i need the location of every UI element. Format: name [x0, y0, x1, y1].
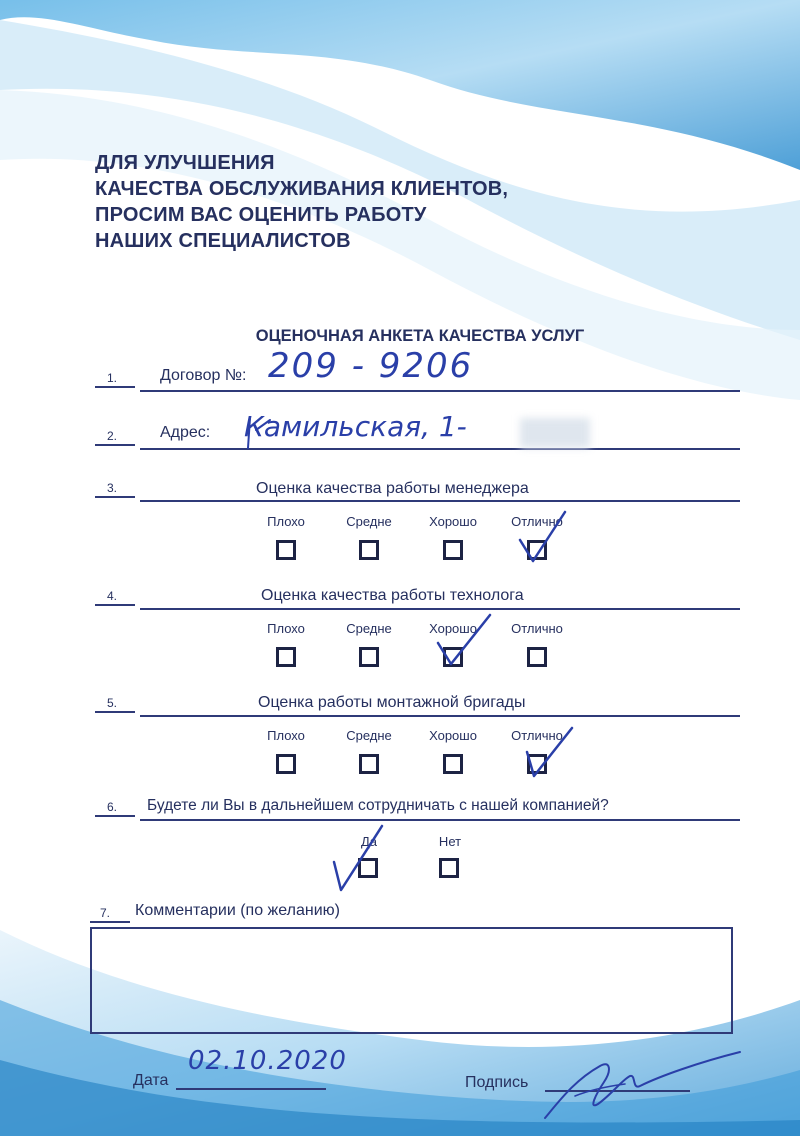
section-line: [140, 608, 740, 610]
installation-excellent-checkbox[interactable]: [527, 754, 547, 774]
cooperation-no-checkbox[interactable]: [439, 858, 459, 878]
contract-line[interactable]: [140, 390, 740, 392]
installation-poor-checkbox[interactable]: [276, 754, 296, 774]
date-line[interactable]: [176, 1088, 326, 1090]
cooperation-yes-checkbox[interactable]: [358, 858, 378, 878]
technologist-excellent-checkbox[interactable]: [527, 647, 547, 667]
manager-poor-checkbox[interactable]: [276, 540, 296, 560]
number-underline: [95, 496, 135, 498]
number-underline: [95, 604, 135, 606]
item-number: 2.: [107, 429, 118, 443]
installation-rating-label: Оценка работы монтажной бригады: [258, 694, 526, 711]
page-header: [95, 150, 508, 254]
address-label: Адрес:: [160, 424, 211, 441]
installation-good-checkbox[interactable]: [443, 754, 463, 774]
item-number: 7.: [100, 906, 111, 920]
redacted-area: [520, 418, 590, 448]
contract-label: Договор №:: [160, 367, 247, 384]
comments-label: Комментарии (по желанию): [135, 902, 340, 919]
technologist-average-checkbox[interactable]: [359, 647, 379, 667]
item-number: 3.: [107, 481, 118, 495]
header-line: ДЛЯ УЛУЧШЕНИЯ: [95, 152, 275, 174]
signature-line[interactable]: [545, 1090, 690, 1092]
item-number: 5.: [107, 696, 118, 710]
option-label: Средне: [346, 621, 392, 636]
item-number: 4.: [107, 589, 118, 603]
manager-rating-label: Оценка качества работы менеджера: [256, 480, 529, 497]
form-title: ОЦЕНОЧНАЯ АНКЕТА КАЧЕСТВА УСЛУГ: [255, 327, 585, 345]
header-line: НАШИХ СПЕЦИАЛИСТОВ: [95, 230, 351, 252]
item-number: 6.: [107, 800, 118, 814]
technologist-rating-label: Оценка качества работы технолога: [261, 587, 524, 604]
option-label: Отлично: [511, 728, 563, 743]
date-label: Дата: [133, 1072, 169, 1089]
number-underline: [95, 815, 135, 817]
cooperation-question-label: Будете ли Вы в дальнейшем сотрудничать с нашей компанией?: [147, 797, 609, 814]
date-handwritten-value: 02.10.2020: [188, 1046, 347, 1076]
installation-average-checkbox[interactable]: [359, 754, 379, 774]
manager-good-checkbox[interactable]: [443, 540, 463, 560]
header-line: ПРОСИМ ВАС ОЦЕНИТЬ РАБОТУ: [95, 204, 427, 226]
address-line[interactable]: [140, 448, 740, 450]
address-handwritten-value: Камильская, 1-: [244, 410, 467, 443]
number-underline: [90, 921, 130, 923]
number-underline: [95, 386, 135, 388]
option-label: Плохо: [267, 514, 305, 529]
option-label: Хорошо: [429, 728, 477, 743]
option-label: Хорошо: [429, 621, 477, 636]
option-label: Отлично: [511, 514, 563, 529]
manager-average-checkbox[interactable]: [359, 540, 379, 560]
section-line: [140, 819, 740, 821]
technologist-good-checkbox[interactable]: [443, 647, 463, 667]
option-label: Средне: [346, 514, 392, 529]
manager-excellent-checkbox[interactable]: [527, 540, 547, 560]
technologist-poor-checkbox[interactable]: [276, 647, 296, 667]
section-line: [140, 715, 740, 717]
option-label: Плохо: [267, 728, 305, 743]
signature-label: Подпись: [465, 1074, 529, 1091]
contract-handwritten-value: 209 - 9206: [268, 346, 474, 386]
section-line: [140, 500, 740, 502]
option-label: Средне: [346, 728, 392, 743]
item-number: 1.: [107, 371, 118, 385]
option-label: Хорошо: [429, 514, 477, 529]
number-underline: [95, 444, 135, 446]
comments-textarea[interactable]: [90, 927, 733, 1034]
header-line: КАЧЕСТВА ОБСЛУЖИВАНИЯ КЛИЕНТОВ,: [95, 178, 509, 200]
option-label: Плохо: [267, 621, 305, 636]
option-label: Нет: [438, 834, 462, 849]
option-label: Да: [360, 834, 378, 849]
number-underline: [95, 711, 135, 713]
option-label: Отлично: [511, 621, 563, 636]
